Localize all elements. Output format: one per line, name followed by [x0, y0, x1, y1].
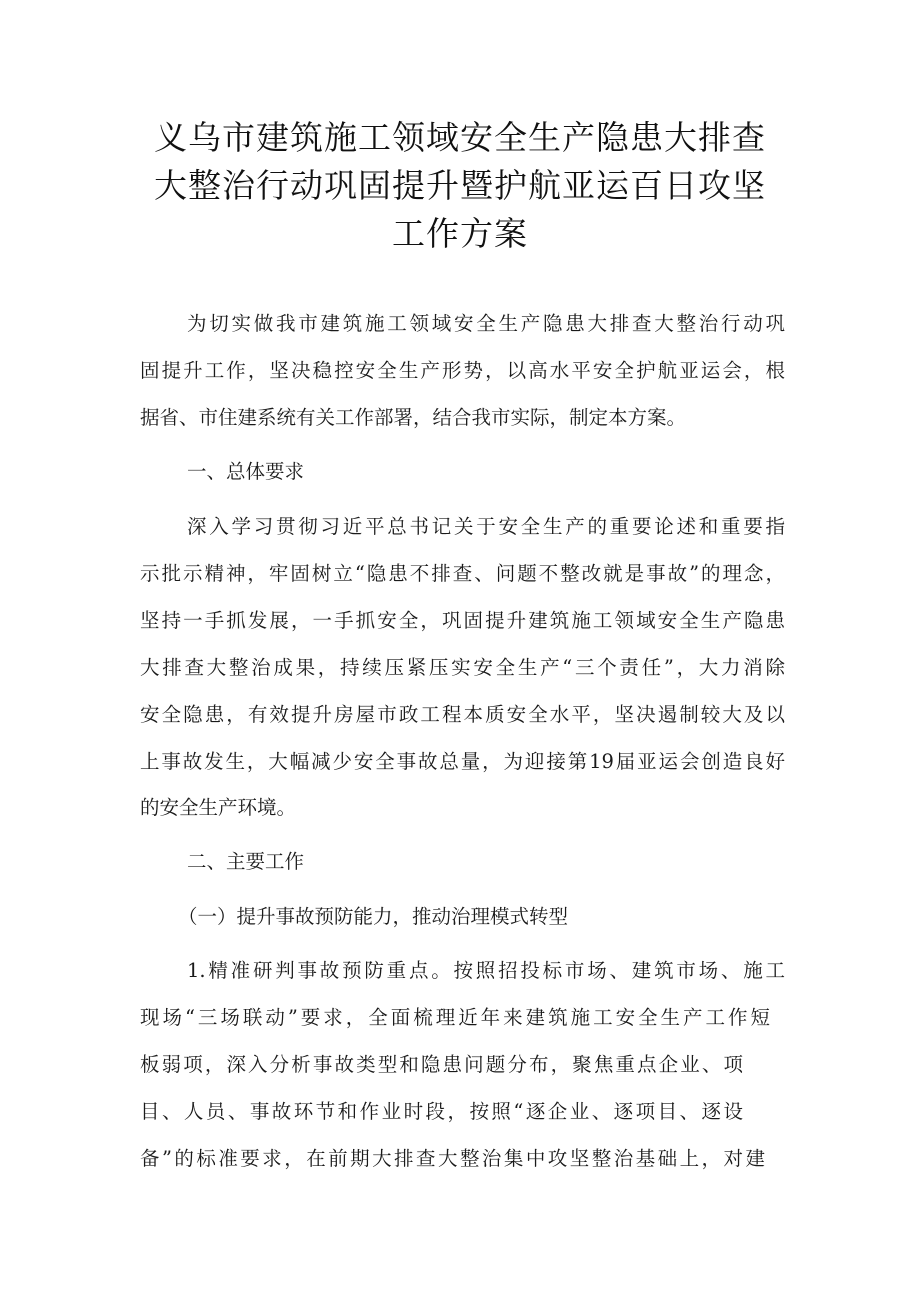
paragraph-line: 示批示精神，牢固树立“隐患不排查、问题不整改就是事故”的理念， — [140, 562, 785, 585]
item-line: 1.精准研判事故预防重点。按照招投标市场、建筑市场、施工 — [187, 959, 785, 982]
paragraph-line: 坚持一手抓发展，一手抓安全，巩固提升建筑施工领域安全生产隐患 — [140, 609, 785, 632]
section-heading: 一、总体要求 — [187, 460, 305, 483]
paragraph-line: 上事故发生，大幅减少安全事故总量，为迎接第19届亚运会创造良好 — [140, 750, 785, 773]
item-line: 板弱项，深入分析事故类型和隐患问题分布，聚焦重点企业、项 — [140, 1053, 743, 1076]
intro-line: 为切实做我市建筑施工领域安全生产隐患大排查大整治行动巩 — [187, 312, 785, 335]
item-line: 目、人员、事故环节和作业时段，按照“逐企业、逐项目、逐设 — [140, 1100, 743, 1123]
item-line: 备”的标准要求，在前期大排查大整治集中攻坚整治基础上，对建 — [140, 1147, 765, 1170]
item-line: 现场“三场联动”要求，全面梳理近年来建筑施工安全生产工作短 — [140, 1006, 770, 1029]
intro-line: 据省、市住建系统有关工作部署，结合我市实际，制定本方案。 — [140, 406, 687, 429]
document-title-line-1: 义乌市建筑施工领域安全生产隐患大排查 — [154, 118, 766, 157]
section-heading: 二、主要工作 — [187, 850, 305, 873]
paragraph-line: 大排查大整治成果，持续压紧压实安全生产“三个责任”，大力消除 — [140, 656, 785, 679]
paragraph-line: 深入学习贯彻习近平总书记关于安全生产的重要论述和重要指 — [187, 515, 785, 538]
intro-line: 固提升工作，坚决稳控安全生产形势，以高水平安全护航亚运会，根 — [140, 359, 785, 382]
document-title-line-2: 大整治行动巩固提升暨护航亚运百日攻坚 — [154, 166, 766, 205]
paragraph-line: 安全隐患，有效提升房屋市政工程本质安全水平，坚决遏制较大及以 — [140, 703, 785, 726]
document-title-line-3: 工作方案 — [392, 214, 528, 253]
paragraph-line: 的安全生产环境。 — [140, 796, 297, 819]
subsection-heading: （一）提升事故预防能力，推动治理模式转型 — [178, 905, 569, 928]
